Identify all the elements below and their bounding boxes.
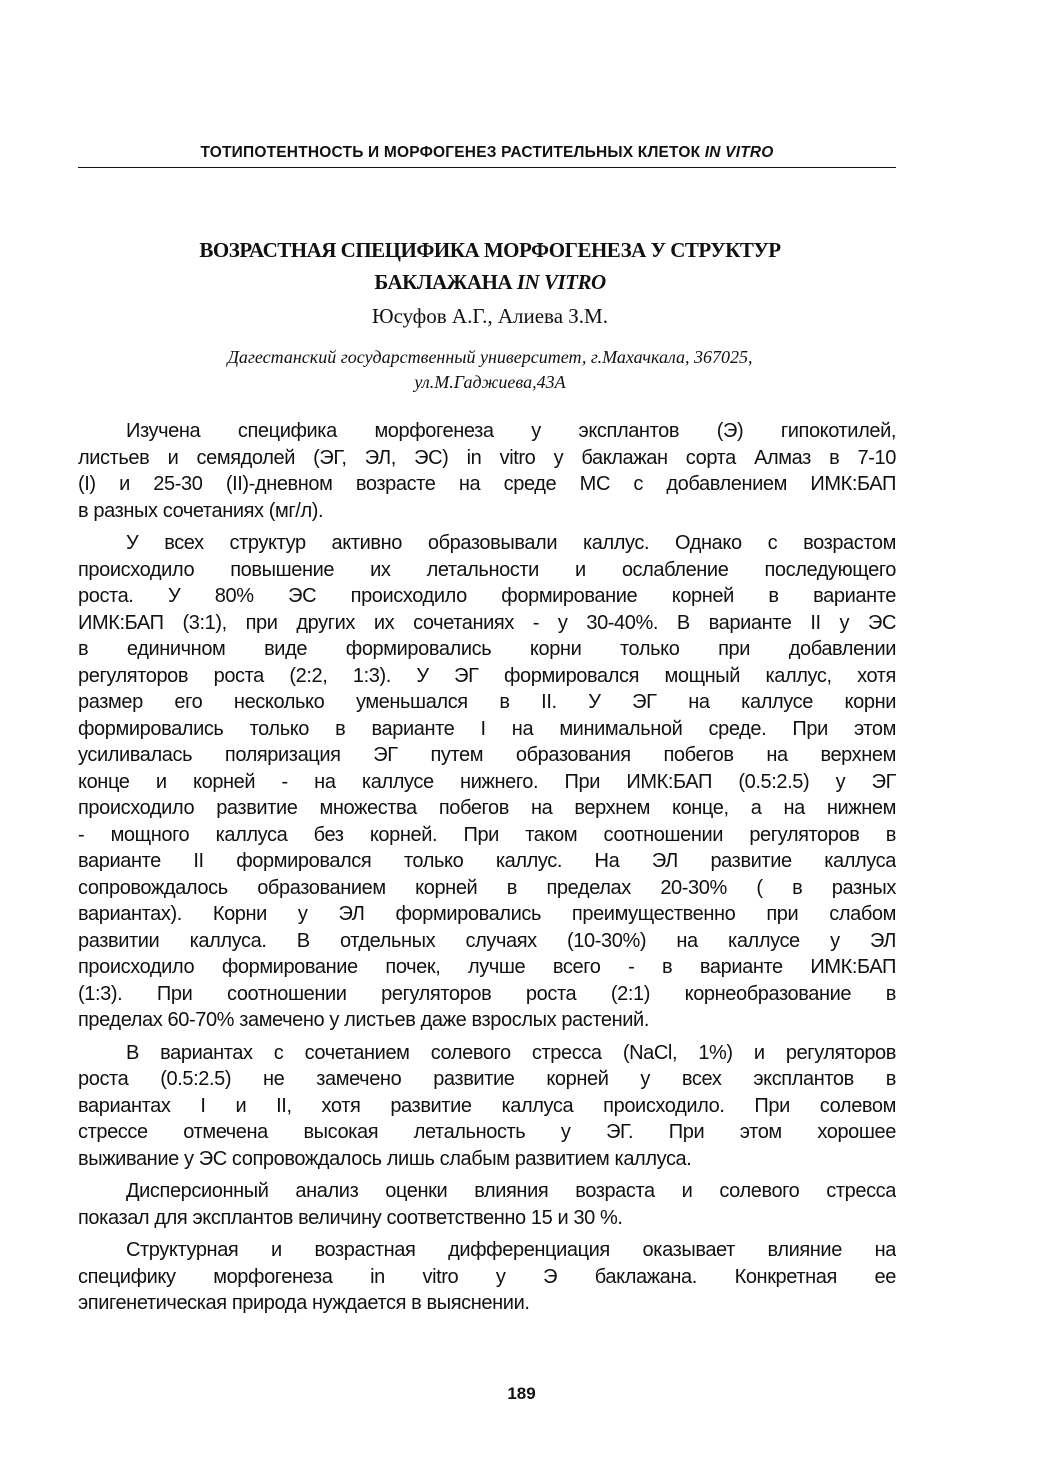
paragraph-line: в разных сочетаниях (мг/л). [78,499,324,522]
paragraph-line: пределах 60-70% замечено у листьев даже взрослых растений. [78,1009,649,1031]
title-line-2-italic: IN VITRO [516,270,606,294]
running-head-rule [78,167,896,168]
paragraph-line: регуляторов роста (2:2, 1:3). У ЭГ формировался мощный каллус, хотя [78,664,896,687]
paragraph [78,1237,896,1317]
page-number: 189 [507,1384,536,1403]
paragraph-line: Дисперсионный анализ оценки влияния возраста и солевого стресса [126,1180,896,1202]
authors: Юсуфов А.Г., Алиева З.М. [372,304,608,328]
paragraph-line: выживание у ЭС сопровождалось лишь слабым развитием каллуса. [78,1147,692,1170]
affiliation-line-2: ул.М.Гаджиева,43А [414,372,566,392]
paragraph-line: У всех структур активно образовывали каллус. Однако с возрастом [126,532,896,554]
paragraph-line: происходило формирование почек, лучше всего - в варианте ИМК:БАП [78,956,896,978]
paragraph-line: роста (0.5:2.5) не замечено развитие корней у всех эксплантов в [78,1068,896,1090]
title-line-2-prefix: БАКЛАЖАНА [374,270,517,294]
paragraph-line: вариантах I и II, хотя развитие каллуса происходило. При солевом [78,1094,896,1117]
paragraph-line: Изучена специфика морфогенеза у эксплантов (Э) гипокотилей, [126,420,896,442]
paragraph-line: в единичном виде формировались корни только при добавлении [78,638,896,660]
title-line-1: ВОЗРАСТНАЯ СПЕЦИФИКА МОРФОГЕНЕЗА У СТРУКТУР [199,238,781,262]
paragraph-line: - мощного каллуса без корней. При таком соотношении регуляторов в [78,823,896,846]
paragraph [78,1178,896,1231]
paragraph [78,418,896,524]
paragraph-line: происходило повышение их летальности и ослабление последующего [78,558,896,581]
paragraph [78,1040,896,1173]
paragraph-line: специфику морфогенеза in vitro у Э баклажана. Конкретная ее [78,1265,896,1288]
paragraph-line: (1:3). При соотношении регуляторов роста (2:1) корнеобразование в [78,982,896,1005]
paragraph-line: (I) и 25-30 (II)-дневном возрасте на среде МС с добавлением ИМК:БАП [78,473,896,495]
paragraph-line: развитии каллуса. В отдельных случаях (10-30%) на каллусе у ЭЛ [78,929,896,952]
running-head [78,144,896,162]
paragraph-line: ИМК:БАП (3:1), при других их сочетаниях - у 30-40%. В варианте II у ЭС [78,611,896,634]
paragraph-line: усиливалась поляризация ЭГ путем образования побегов на верхнем [78,744,896,766]
paragraph-line: роста. У 80% ЭС происходило формирование корней в варианте [78,585,896,607]
affiliation-line-1: Дагестанский государственный университет, г.Махачкала, 367025, [227,347,753,367]
paragraph-line: конце и корней - на каллусе нижнего. При ИМК:БАП (0.5:2.5) у ЭГ [78,770,896,793]
article-body [78,418,896,1323]
title-line-2 [100,266,880,298]
paragraph-line: В вариантах с сочетанием солевого стресса (NaCl, 1%) и регуляторов [126,1041,896,1064]
paragraph-line: вариантах). Корни у ЭЛ формировались преимущественно при слабом [78,903,896,925]
paragraph-line: варианте II формировался только каллус. На ЭЛ развитие каллуса [78,850,896,872]
paragraph-line: эпигенетическая природа нуждается в выяснении. [78,1292,530,1314]
paragraph-line: происходило развитие множества побегов на верхнем конце, а на нижнем [78,797,896,819]
paragraph-line: листьев и семядолей (ЭГ, ЭЛ, ЭС) in vitro у баклажан сорта Алмаз в 7-10 [78,446,896,469]
paragraph [78,530,896,1034]
paragraph-line: сопровождалось образованием корней в пределах 20-30% ( в разных [78,876,896,899]
running-head-italic: IN VITRO [704,144,774,161]
paragraph-line: показал для эксплантов величину соответственно 15 и 30 %. [78,1206,623,1229]
affiliation [100,345,880,395]
paragraph-line: размер его несколько уменьшался в II. У ЭГ на каллусе корни [78,691,896,713]
paragraph-line: Структурная и возрастная дифференциация оказывает влияние на [126,1239,896,1261]
paragraph-line: стрессе отмечена высокая летальность у ЭГ. При этом хорошее [78,1121,896,1143]
running-head-text: ТОТИПОТЕНТНОСТЬ И МОРФОГЕНЕЗ РАСТИТЕЛЬНЫХ КЛЕТОК [200,144,705,161]
article-title [100,234,880,298]
paragraph-line: формировались только в варианте I на минимальной среде. При этом [78,717,896,740]
